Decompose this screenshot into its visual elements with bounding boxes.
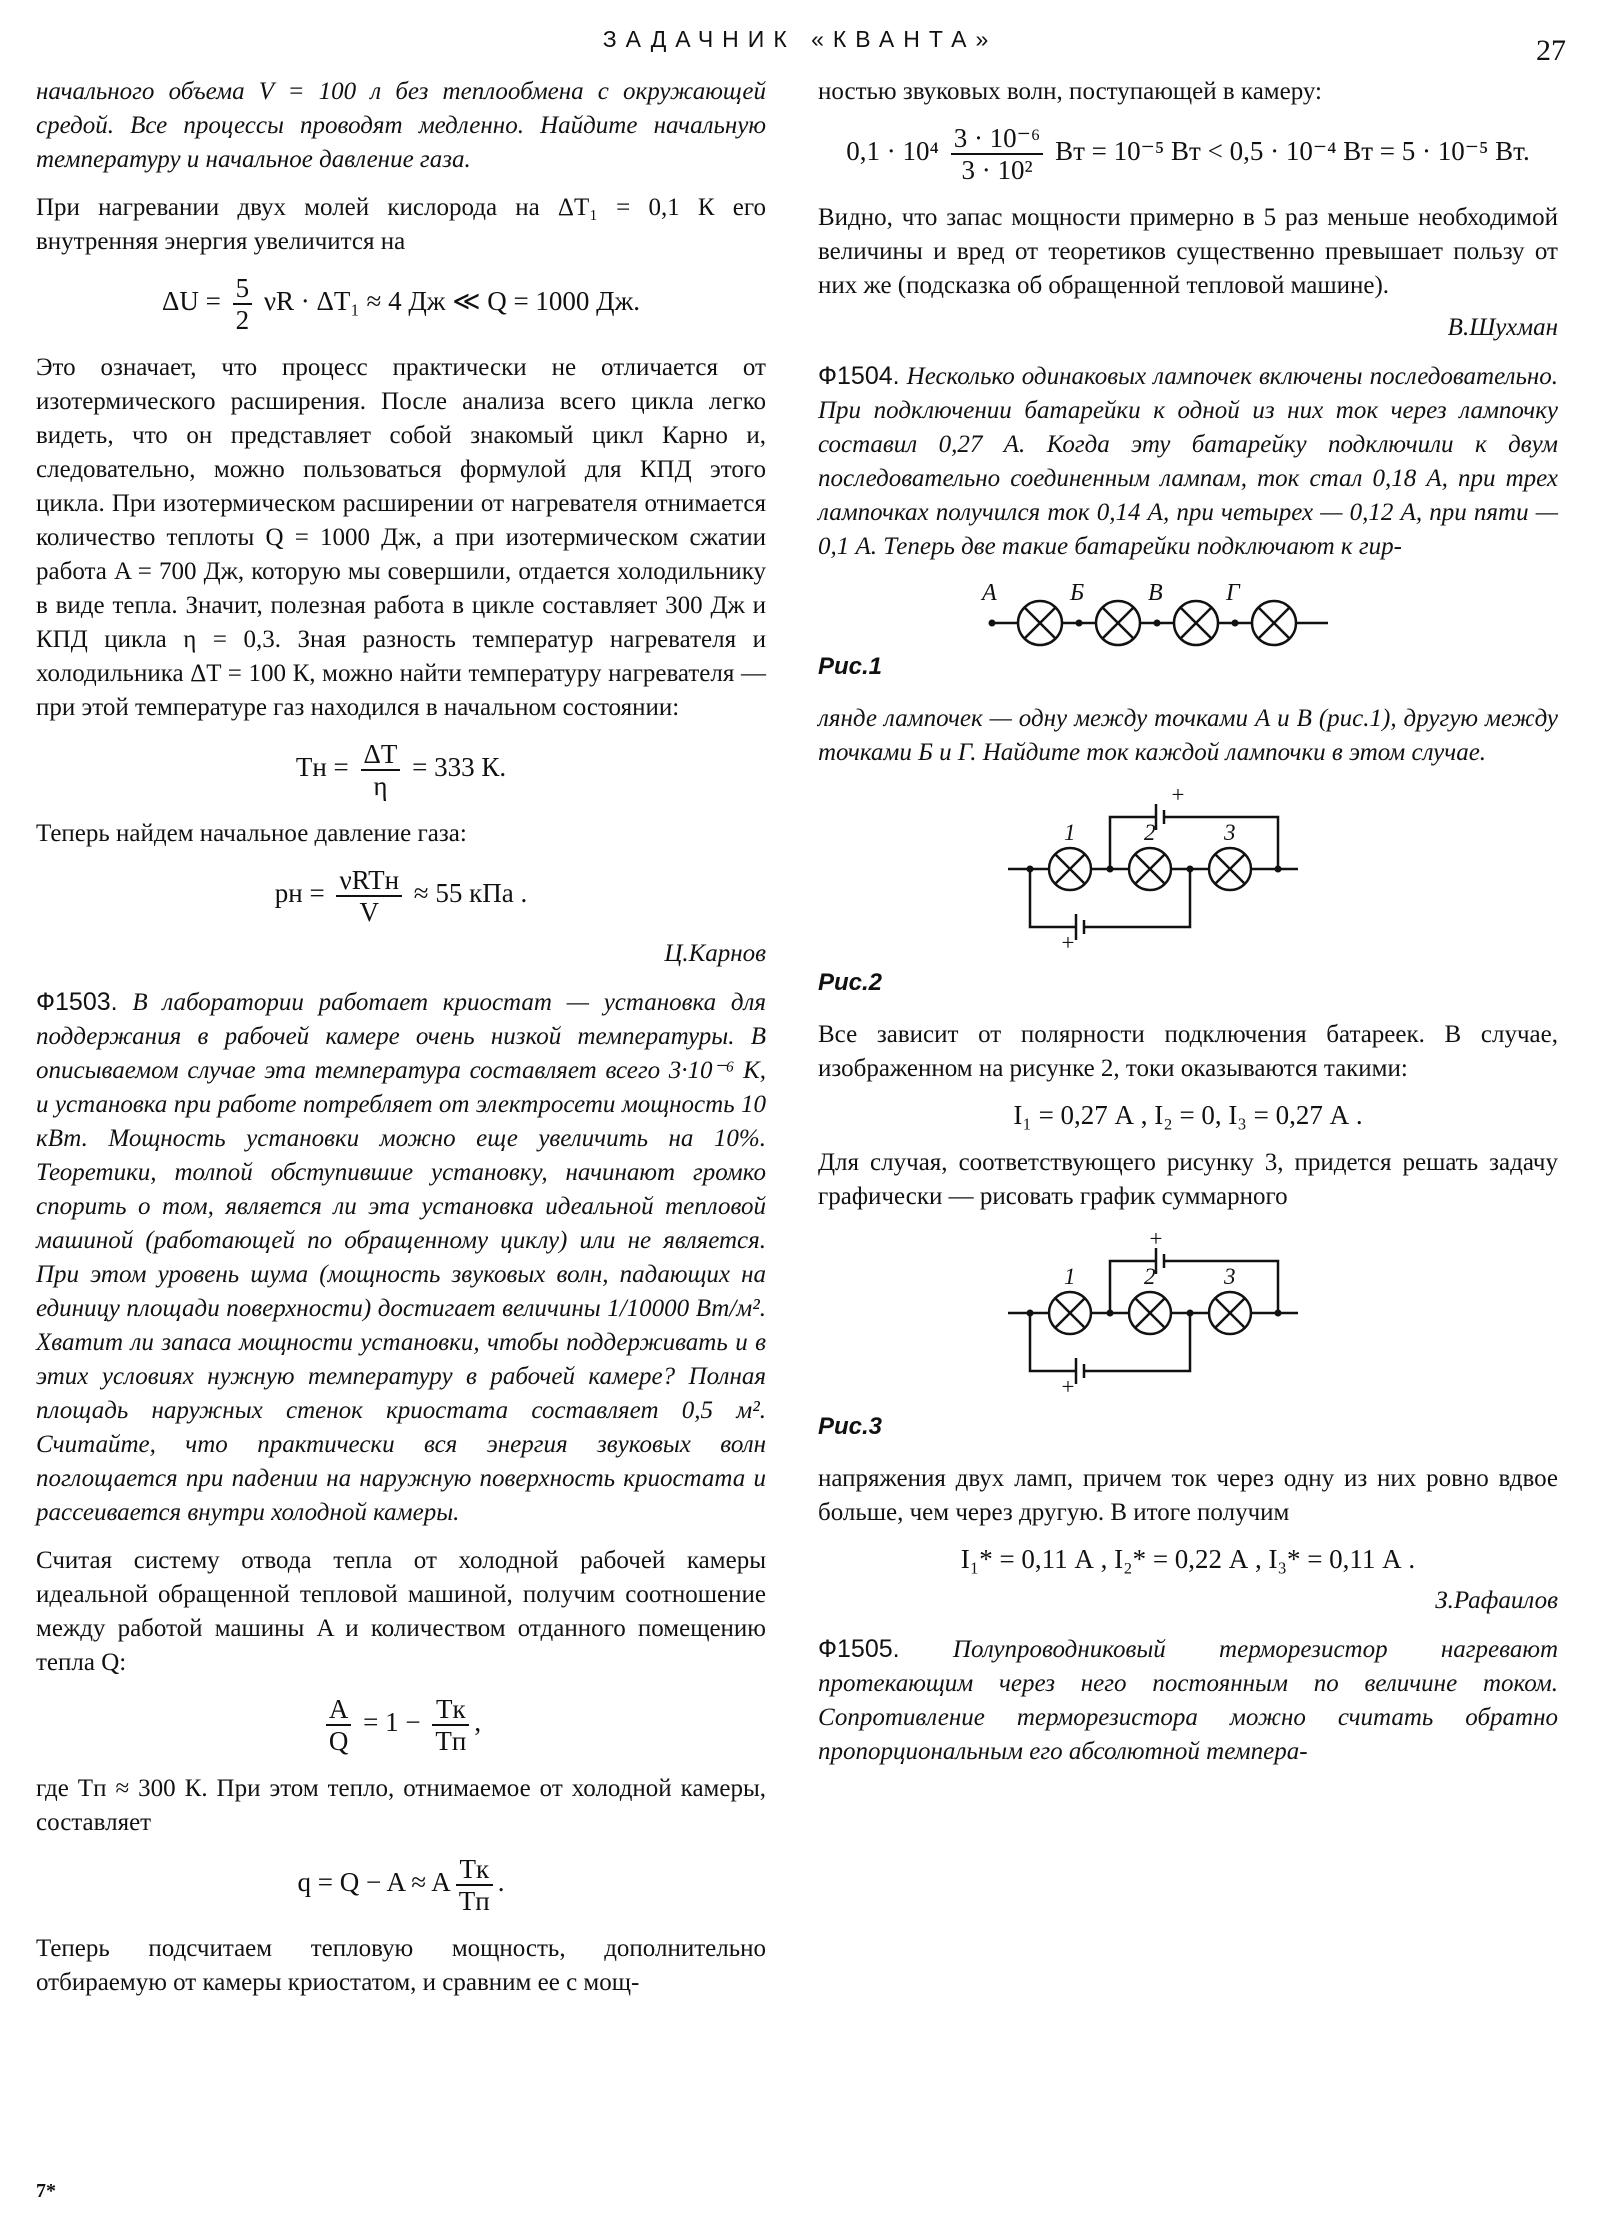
fraction-den: 3 · 10² bbox=[961, 155, 1033, 185]
problem-1504 bbox=[818, 359, 1558, 564]
problem-1503 bbox=[36, 985, 766, 1530]
figure-2-caption: Рис.2 bbox=[818, 969, 883, 996]
formula-power bbox=[818, 123, 1558, 185]
fraction-num: Tк bbox=[432, 1694, 469, 1726]
formula-part: q = Q − A ≈ A bbox=[297, 1867, 451, 1898]
fraction-den: Tп bbox=[458, 1886, 490, 1916]
author-signature: В.Шухман bbox=[1447, 314, 1558, 341]
formula-part: = 1 − bbox=[363, 1707, 421, 1738]
formula-temperature bbox=[36, 739, 766, 801]
fraction-num: 5 bbox=[233, 273, 253, 305]
problem-1505 bbox=[818, 1632, 1558, 1769]
formula-part: . bbox=[497, 1867, 505, 1898]
figure-3-circuit bbox=[998, 1228, 1378, 1408]
paragraph: Видно, что запас мощности примерно в 5 раз меньше необходимой величины и вред от теоретиков существенно превышает пользу от них же (подсказка об обращенной тепловой машине). bbox=[818, 204, 1558, 299]
fraction bbox=[326, 1694, 352, 1756]
fraction bbox=[233, 273, 253, 335]
figure-2-circuit bbox=[998, 784, 1378, 964]
problem-text: лянде лампочек — одну между точками А и В (рис.1), другую между точками Б и Г. Найдите ток каждой лампочки в этом случае. bbox=[818, 705, 1558, 766]
fraction bbox=[361, 739, 401, 801]
page-number: 27 bbox=[1536, 34, 1566, 67]
fig3-lamp-label: 1 bbox=[1064, 1264, 1076, 1289]
fraction-num: A bbox=[326, 1694, 352, 1726]
paragraph: Для случая, соответствующего рисунку 3, придется решать задачу графически — рисовать график суммарного bbox=[818, 1149, 1558, 1210]
problem-text: В лаборатории работает криостат — установка для поддержания в рабочей камере очень низкой температуры. В описываемом случае эта температура составляет всего 3·10⁻⁶ К, и установка при работе потребляет от электросети мощность 10 кВт. Мощность установки можно еще увеличить на 10%. Теоретики, толпой обступившие установку, начинают громко спорить о том, является ли эта установка идеальной тепловой машиной (работающей по обращенному циклу) или не является. При этом уровень шума (мощность звуковых волн, падающих на единицу площади поверхности) достигает величины 1/10000 Вт/м². Хватит ли запаса мощности установки, чтобы поддерживать и в этих условиях нужную температуру в рабочей камере? Полная площадь наружных стенок криостата составляет 0,5 м². Считайте, что практически вся энергия звуковых волн поглощается при падении на наружную поверхность криостата и рассеивается внутри холодной камеры. bbox=[36, 989, 766, 1526]
fraction-den: η bbox=[373, 771, 388, 801]
running-header: ЗАДАЧНИК «КВАНТА» bbox=[602, 26, 998, 52]
paragraph: где Tп ≈ 300 К. При этом тепло, отнимаемое от холодной камеры, составляет bbox=[36, 1775, 766, 1836]
author-signature: Ц.Карнов bbox=[664, 940, 766, 967]
fraction bbox=[336, 865, 402, 927]
formula-part: pн = bbox=[274, 878, 325, 909]
fraction-den: Tп bbox=[435, 1726, 467, 1756]
fig1-label-v: В bbox=[1148, 580, 1163, 606]
fig2-plus-top: + bbox=[1170, 784, 1186, 807]
fraction-num: ΔT bbox=[361, 739, 401, 771]
formula-part: ≈ 55 кПа . bbox=[413, 878, 528, 909]
figure-1-circuit bbox=[978, 578, 1398, 648]
fig3-plus-top: + bbox=[1148, 1228, 1164, 1251]
formula-currents: I₁ = 0,27 А , I₂ = 0, I₃ = 0,27 А . bbox=[1013, 1100, 1363, 1130]
fig1-label-b: Б bbox=[1070, 580, 1085, 606]
formula-part: , bbox=[474, 1707, 482, 1738]
fig2-plus-bottom: + bbox=[1060, 930, 1076, 955]
paragraph: ностью звуковых волн, поступающей в камеру: bbox=[818, 78, 1323, 105]
formula-energy bbox=[36, 273, 766, 335]
author-signature: З.Рафаилов bbox=[1435, 1587, 1558, 1614]
formula-part: 0,1 · 10⁴ bbox=[846, 136, 939, 167]
fig1-label-a: А bbox=[982, 580, 997, 606]
footer-signature-mark: 7* bbox=[36, 2180, 56, 2202]
fig2-lamp-label: 2 bbox=[1144, 820, 1156, 845]
formula-part: = 333 К. bbox=[412, 752, 507, 783]
formula-part: ΔU = bbox=[161, 286, 221, 317]
fig3-lamp-label: 2 bbox=[1144, 1264, 1156, 1289]
fraction-den: Q bbox=[328, 1726, 349, 1756]
fraction bbox=[456, 1854, 493, 1916]
fraction bbox=[432, 1694, 469, 1756]
fig3-plus-bottom: + bbox=[1060, 1374, 1076, 1399]
fig2-lamp-label: 3 bbox=[1224, 820, 1236, 845]
formula-part: νR · ΔT₁ ≈ 4 Дж ≪ Q = 1000 Дж. bbox=[263, 286, 641, 317]
problem-label: Ф1504. bbox=[818, 362, 900, 390]
formula-heat bbox=[36, 1854, 766, 1916]
right-column bbox=[818, 75, 1558, 1783]
paragraph: Теперь подсчитаем тепловую мощность, дополнительно отбираемую от камеры криостатом, и сравним ее с мощ- bbox=[36, 1935, 766, 1996]
formula-currents-result: I₁* = 0,11 А , I₂* = 0,22 А , I₃* = 0,11 А . bbox=[960, 1544, 1416, 1574]
formula-pressure bbox=[36, 865, 766, 927]
problem-label: Ф1503. bbox=[36, 988, 118, 1016]
problem-label: Ф1505. bbox=[818, 1635, 900, 1663]
fraction bbox=[951, 123, 1044, 185]
figure-1-caption: Рис.1 bbox=[818, 653, 883, 680]
fig1-label-g: Г bbox=[1226, 580, 1240, 606]
fig2-lamp-label: 1 bbox=[1064, 820, 1076, 845]
fraction-num: Tк bbox=[456, 1854, 493, 1886]
formula-ratio bbox=[36, 1694, 766, 1756]
paragraph: Считая систему отвода тепла от холодной рабочей камеры идеальной обращенной тепловой машиной, получим соотношение между работой машины A и количеством отданного помещению тепла Q: bbox=[36, 1547, 766, 1676]
fraction-num: νRTн bbox=[336, 865, 402, 897]
fraction-den: V bbox=[359, 897, 379, 927]
problem-text: Несколько одинаковых лампочек включены последовательно. При подключении батарейки к одной из них ток через лампочку составил 0,27 А. Когда эту батарейку подключили к двум последовательно соединенным лампам, ток стал 0,18 А, при трех лампочках получился ток 0,14 А, при четырех — 0,12 А, при пяти — 0,1 А. Теперь две такие батарейки подключают к гир- bbox=[818, 363, 1558, 560]
fig3-lamp-label: 3 bbox=[1224, 1264, 1236, 1289]
problem-text: Полупроводниковый терморезистор нагревают протекающим через него постоянным по величине током. Сопротивление терморезистора можно считать обратно пропорциональным его абсолютной темпера- bbox=[818, 1636, 1559, 1765]
fraction-num: 3 · 10⁻⁶ bbox=[951, 123, 1044, 155]
left-column bbox=[36, 75, 766, 2014]
fraction-den: 2 bbox=[235, 305, 250, 335]
figure-3-caption: Рис.3 bbox=[818, 1413, 883, 1440]
paragraph: Все зависит от полярности подключения батареек. В случае, изображенном на рисунке 2, токи оказываются такими: bbox=[818, 1021, 1558, 1082]
paragraph: При нагревании двух молей кислорода на ΔT₁ = 0,1 К его внутренняя энергия увеличится на bbox=[36, 194, 766, 255]
formula-part: Tн = bbox=[295, 752, 349, 783]
paragraph: Это означает, что процесс практически не отличается от изотермического расширения. После анализа всего цикла легко видеть, что он представляет собой знакомый цикл Карно и, следовательно, можно пользоваться формулой для КПД этого цикла. При изотермическом расширении от нагревателя отнимается количество теплоты Q = 1000 Дж, а при изотермическом сжатии работа A = 700 Дж, которую мы совершили, отдается холодильнику в виде тепла. Значит, полезная работа в цикле составляет 300 Дж и КПД цикла η = 0,3. Зная разность температур нагревателя и холодильника ΔT = 100 К, можно найти температуру нагревателя — при этой температуре газ находился в начальном состоянии: bbox=[36, 354, 766, 721]
paragraph: Теперь найдем начальное давление газа: bbox=[36, 820, 467, 847]
paragraph: начального объема V = 100 л без теплообмена с окружающей средой. Все процессы проводят медленно. Найдите начальную температуру и начальное давление газа. bbox=[36, 78, 766, 173]
paragraph: напряжения двух ламп, причем ток через одну из них ровно вдвое больше, чем через другую. В итоге получим bbox=[818, 1465, 1558, 1526]
formula-part: Вт = 10⁻⁵ Вт < 0,5 · 10⁻⁴ Вт = 5 · 10⁻⁵ Вт. bbox=[1055, 136, 1530, 167]
